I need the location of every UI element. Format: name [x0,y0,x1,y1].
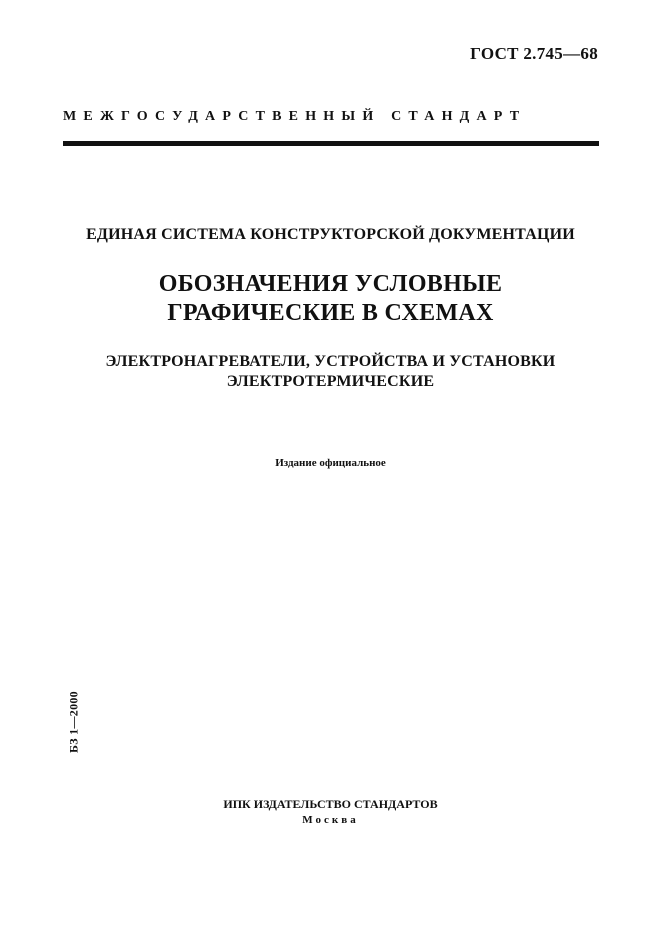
subtitle-line-1: ЭЛЕКТРОНАГРЕВАТЕЛИ, УСТРОЙСТВА И УСТАНОВКИ [105,353,556,370]
main-title-line-2: ГРАФИЧЕСКИЕ В СХЕМАХ [167,300,494,326]
publisher: ИПК ИЗДАТЕЛЬСТВО СТАНДАРТОВ [223,797,438,811]
main-title [40,270,621,328]
standard-number: ГОСТ 2.745—68 [470,44,598,63]
subtitle [40,352,621,392]
subtitle-line-2: ЭЛЕКТРОТЕРМИЧЕСКИЕ [226,373,435,390]
edition-note: Издание официальное [275,457,386,469]
publisher-city: Москва [302,814,359,826]
system-title: ЕДИНАЯ СИСТЕМА КОНСТРУКТОРСКОЙ ДОКУМЕНТАЦИИ [86,226,575,243]
side-code: БЗ 1—2000 [66,691,81,753]
standard-kind-heading: МЕЖГОСУДАРСТВЕННЫЙ СТАНДАРТ [63,109,527,124]
main-title-line-1: ОБОЗНАЧЕНИЯ УСЛОВНЫЕ [158,271,503,297]
header-rule [63,141,599,146]
